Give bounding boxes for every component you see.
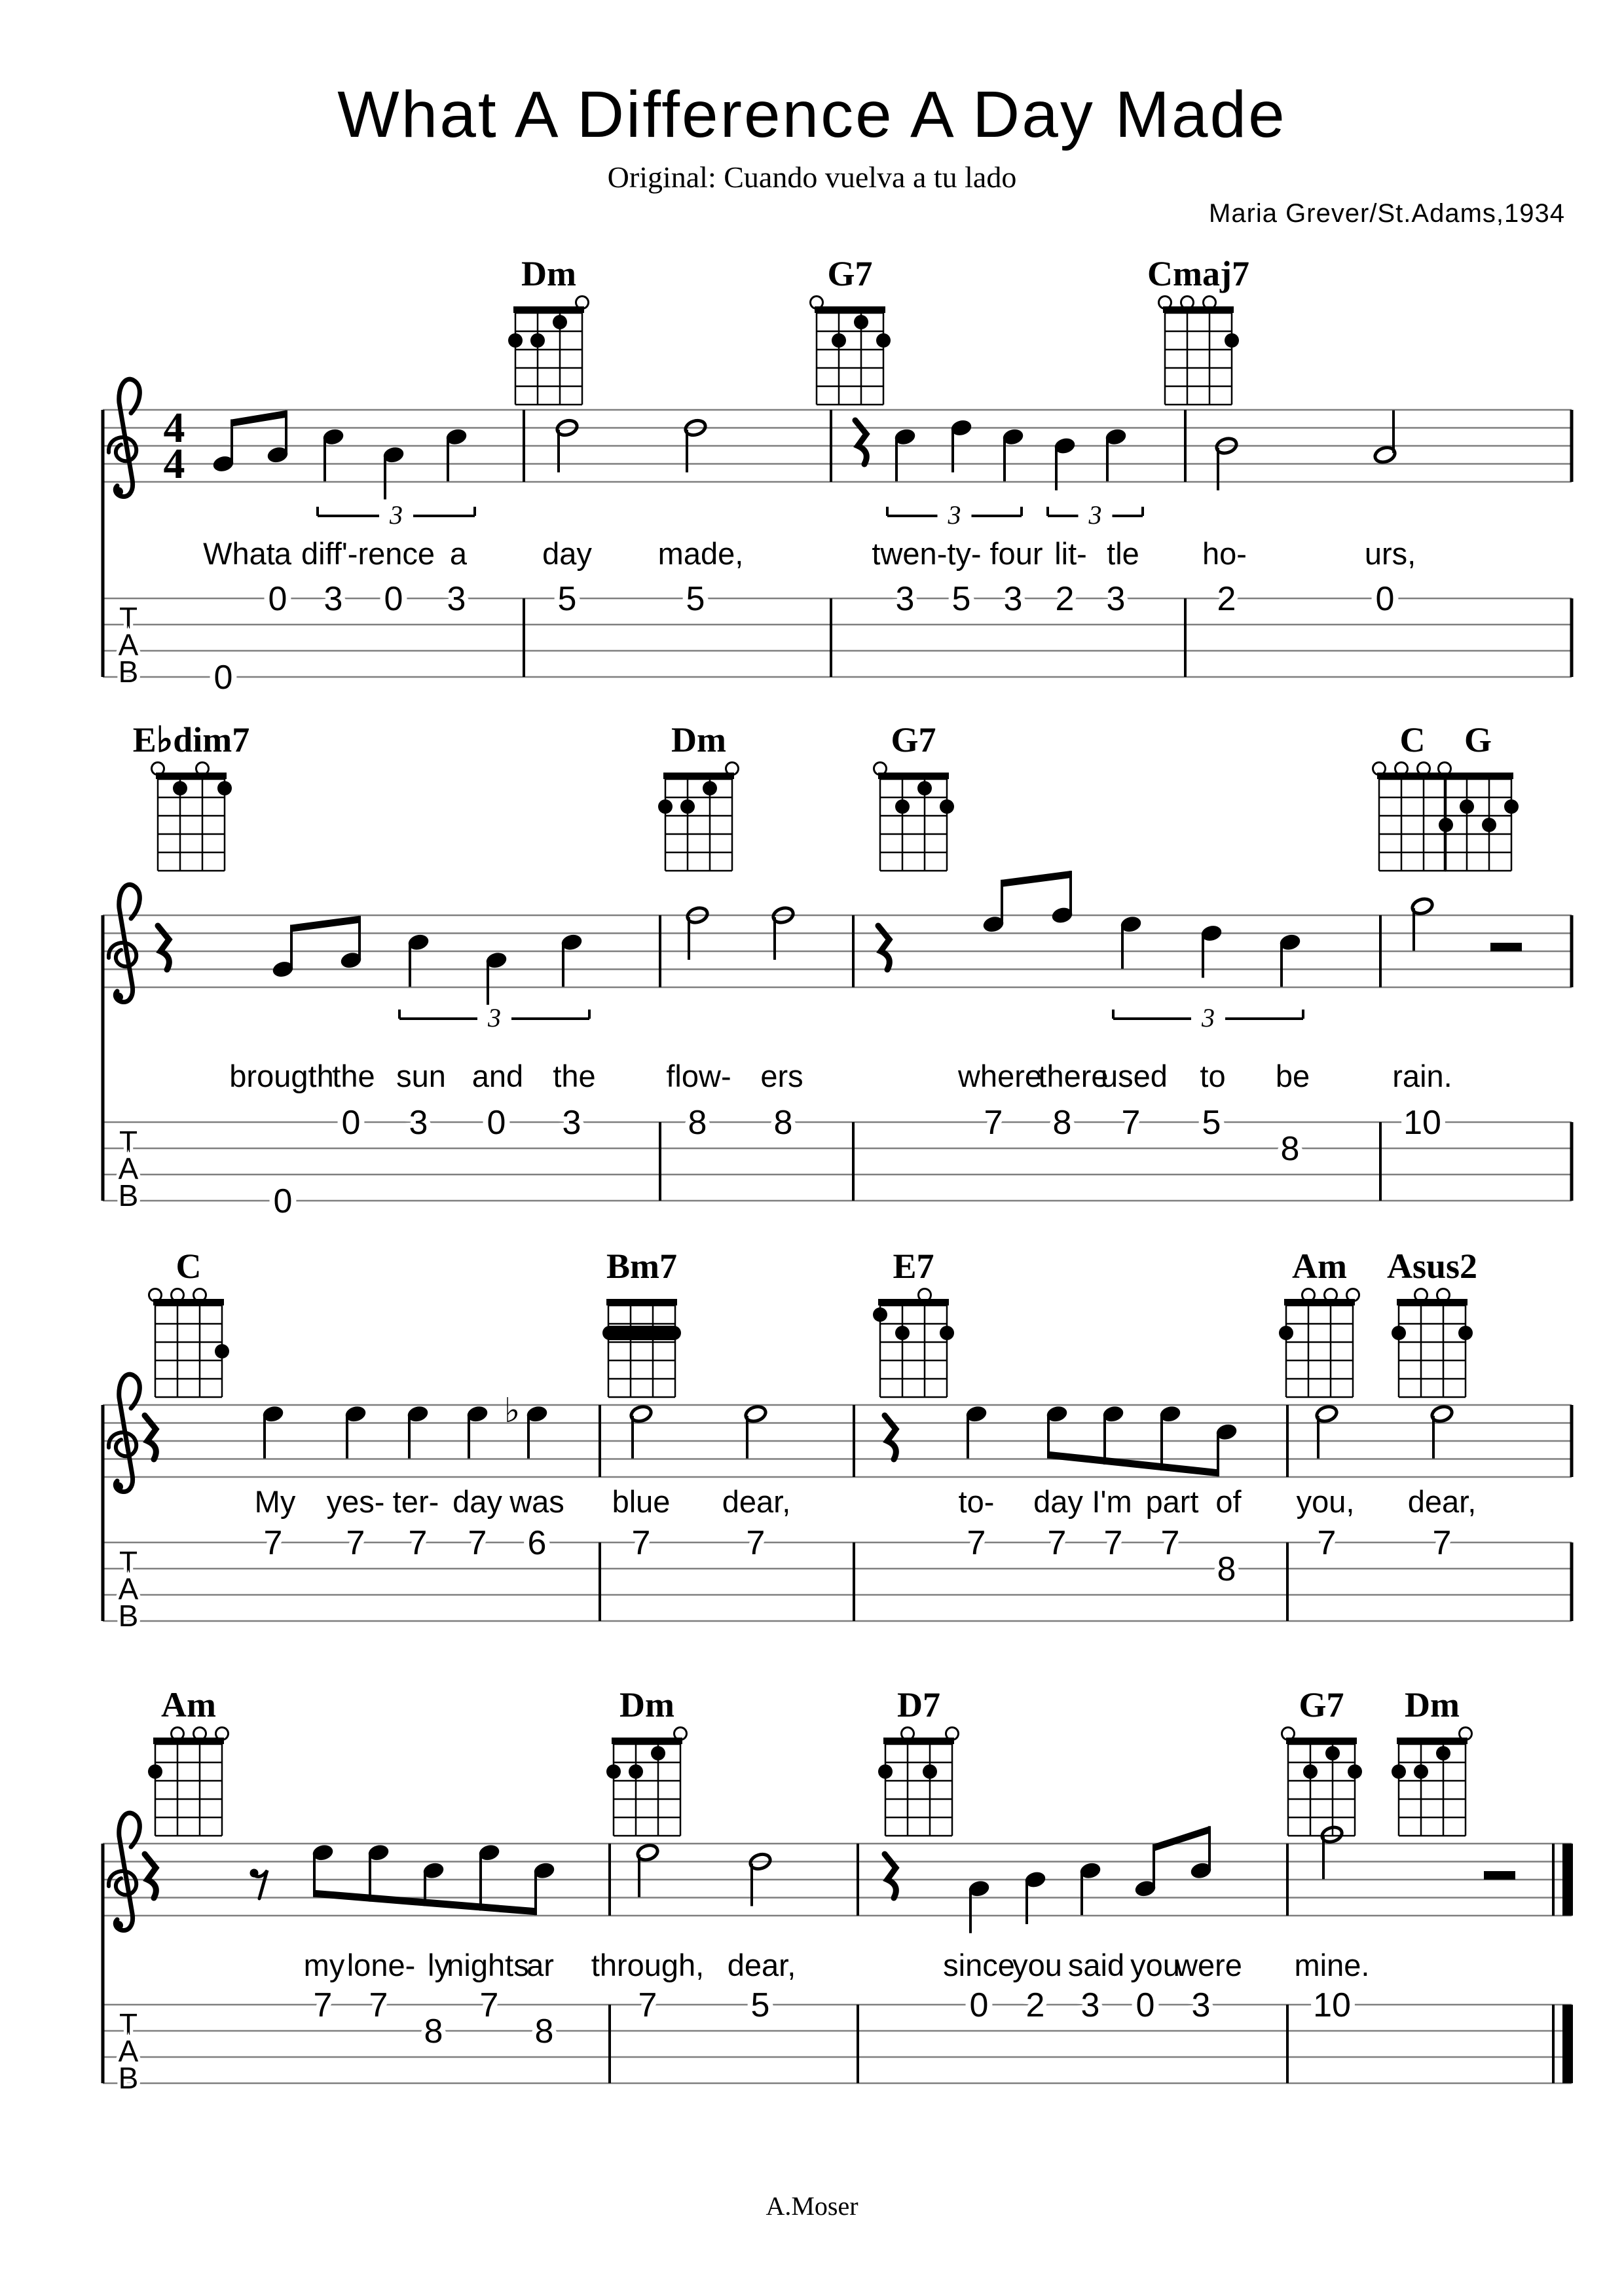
chord-block-Cmaj7 [1147, 254, 1249, 405]
subtitle: Original: Cuando vuelva a tu lado [607, 160, 1017, 194]
composer-credit: Maria Grever/St.Adams,1934 [1209, 199, 1565, 228]
lyric-syllable: the [553, 1059, 596, 1093]
lyric-syllable: ly [428, 1948, 450, 1982]
finger-dot [651, 1746, 665, 1760]
lyric-syllable: ar [526, 1948, 554, 1982]
tab-clef-letter: B [118, 655, 139, 689]
diagram-nut [513, 306, 584, 313]
lyric-syllable: yes- [326, 1484, 385, 1519]
finger-dot [878, 1764, 893, 1779]
finger-dot [553, 315, 567, 329]
lyric-syllable: through, [591, 1948, 705, 1982]
finger-dot [215, 1344, 229, 1358]
time-signature-numerator: 4 [163, 404, 185, 452]
lyric-syllable: tle [1107, 536, 1139, 571]
diagram-nut [1397, 1299, 1467, 1305]
barre-bar [602, 1326, 681, 1340]
lyric-syllable: of [1215, 1484, 1242, 1519]
chord-name: E♭dim7 [132, 720, 250, 759]
diagram-nut [606, 1299, 677, 1305]
tab-fret-number: 7 [1432, 1524, 1452, 1562]
tab-fret-number: 7 [369, 1986, 388, 2024]
tab-fret-number: 7 [1121, 1104, 1141, 1142]
chord-name: Cmaj7 [1147, 254, 1249, 293]
final-thick-barline [1562, 2005, 1573, 2083]
tab-fret-number: 0 [969, 1986, 989, 2024]
lyric-syllable: My [254, 1484, 296, 1519]
chord-block-Dm [508, 254, 589, 405]
chord-name: C [175, 1247, 202, 1286]
tab-clef-letter: B [118, 2061, 139, 2095]
chord-name: D7 [897, 1685, 940, 1724]
lyric-syllable: to- [958, 1484, 995, 1519]
chord-name: Asus2 [1386, 1247, 1478, 1286]
diagram-nut [878, 773, 949, 779]
chord-block-G7 [1282, 1685, 1363, 1836]
quarter-rest [855, 420, 866, 464]
lyric-syllable: day [542, 536, 592, 571]
diagram-nut [153, 1738, 224, 1744]
tab-clef-letter: A [118, 2034, 139, 2068]
chord-name: C [1399, 720, 1426, 759]
finger-dot [173, 781, 187, 795]
finger-dot [658, 799, 673, 814]
tab-fret-number: 3 [1106, 580, 1126, 618]
chord-name: G7 [827, 254, 873, 293]
finger-dot [940, 799, 954, 814]
tab-clef-letter: A [118, 1152, 139, 1186]
quarter-rest [145, 1854, 156, 1898]
lyric-syllable: was [509, 1484, 564, 1519]
lyric-syllable: lone- [346, 1948, 416, 1982]
finger-dot [1504, 799, 1519, 814]
diagram-nut [153, 1299, 224, 1305]
chord-block-Am [148, 1685, 229, 1836]
tab-fret-number: 0 [268, 580, 287, 618]
chord-block-Asus2 [1387, 1247, 1477, 1397]
finger-dot [1414, 1764, 1428, 1779]
lyric-syllable: used [1101, 1059, 1168, 1093]
tab-fret-number: 0 [341, 1104, 361, 1142]
chord-block-Am [1279, 1247, 1359, 1397]
chord-block-G7 [811, 254, 891, 405]
quarter-rest [885, 1854, 896, 1898]
tab-clef-letter: T [119, 2007, 138, 2041]
tab-fret-number: 8 [534, 2013, 554, 2050]
tab-fret-number: 3 [447, 580, 466, 618]
tab-fret-number: 3 [1003, 580, 1023, 618]
quarter-rest [158, 926, 169, 970]
tab-fret-number: 7 [967, 1524, 986, 1562]
finger-dot [606, 1764, 621, 1779]
tab-fret-number: 5 [557, 580, 577, 618]
tab-fret-number: 3 [562, 1104, 581, 1142]
tab-fret-number: 3 [323, 580, 343, 618]
chord-block-D7 [878, 1685, 959, 1836]
finger-dot [940, 1326, 954, 1340]
lyric-syllable: the [332, 1059, 375, 1093]
treble-clef-icon [109, 1374, 139, 1491]
triplet-number: 3 [948, 500, 961, 530]
finger-dot [1460, 799, 1474, 814]
tab-fret-number: 7 [479, 1986, 499, 2024]
tab-fret-number: 3 [409, 1104, 428, 1142]
finger-dot [148, 1764, 162, 1779]
tab-fret-number: 7 [984, 1104, 1003, 1142]
finger-dot [876, 333, 891, 348]
score-shape [114, 993, 123, 1002]
tab-clef-letter: A [118, 628, 139, 662]
chord-name: Dm [1405, 1685, 1460, 1724]
lyric-syllable: be [1275, 1059, 1310, 1093]
tab-fret-number: 8 [688, 1104, 707, 1142]
lyric-syllable: a [449, 536, 468, 571]
chord-block-Bm7 [602, 1247, 681, 1397]
lyric-syllable: ho- [1202, 536, 1247, 571]
chord-name: G [1464, 720, 1492, 759]
score-shape [109, 1871, 136, 1895]
tab-fret-number: 7 [408, 1524, 428, 1562]
diagram-nut [815, 306, 885, 313]
score-shape [109, 943, 136, 966]
lyric-syllable: made, [657, 536, 744, 571]
tab-clef-letter: T [119, 1125, 138, 1159]
diagram-nut [156, 773, 227, 779]
chord-block-Dm [658, 720, 739, 871]
half-rest [1484, 1871, 1515, 1880]
lyric-syllable: day [452, 1484, 502, 1519]
lyric-syllable: my [303, 1948, 345, 1982]
lyric-syllable: nights [447, 1948, 529, 1982]
tab-fret-number: 7 [313, 1986, 333, 2024]
quarter-rest [885, 1415, 896, 1459]
lyric-syllable: you, [1296, 1484, 1355, 1519]
score-shape [114, 487, 123, 496]
lyric-syllable: ers [760, 1059, 803, 1093]
tab-fret-number: 10 [1313, 1986, 1351, 2024]
chord-block-G7 [874, 720, 955, 871]
chord-name: G7 [891, 720, 936, 759]
treble-clef-icon [109, 379, 139, 496]
lyric-syllable: lit- [1054, 536, 1087, 571]
final-thick-barline [1562, 1844, 1573, 1916]
tab-fret-number: 7 [1047, 1524, 1067, 1562]
beam [291, 916, 360, 932]
lyric-syllable: urs, [1364, 536, 1416, 571]
treble-clef-icon [109, 884, 139, 1002]
lyric-syllable: brougth [229, 1059, 334, 1093]
diagram-nut [1286, 1738, 1357, 1744]
lyric-syllable: you [1130, 1948, 1180, 1982]
tab-fret-number: 7 [346, 1524, 365, 1562]
lyric-syllable: day [1033, 1484, 1083, 1519]
beam [232, 410, 286, 427]
page-title: What A Difference A Day Made [337, 78, 1287, 151]
finger-dot [895, 1326, 910, 1340]
tab-fret-number: 8 [1217, 1550, 1236, 1588]
tab-fret-number: 2 [1055, 580, 1075, 618]
finger-dot [1392, 1326, 1406, 1340]
lyric-syllable: you [1012, 1948, 1062, 1982]
tab-fret-number: 0 [487, 1104, 506, 1142]
tab-fret-number: 7 [631, 1524, 651, 1562]
diagram-nut [663, 773, 734, 779]
finger-dot [832, 333, 846, 348]
finger-dot [629, 1764, 643, 1779]
diagram-nut [883, 1738, 954, 1744]
chord-block-Dm [606, 1685, 687, 1836]
time-signature-denominator: 4 [163, 440, 185, 488]
finger-dot [1279, 1326, 1293, 1340]
diagram-nut [1397, 1738, 1467, 1744]
finger-dot [1436, 1746, 1450, 1760]
tab-fret-number: 3 [1080, 1986, 1100, 2024]
lyric-syllable: said [1067, 1948, 1125, 1982]
diagram-nut [612, 1738, 682, 1744]
finger-dot [508, 333, 523, 348]
triplet-number: 3 [1088, 500, 1102, 530]
finger-dot [1392, 1764, 1406, 1779]
tab-fret-number: 2 [1217, 580, 1236, 618]
chord-name: E7 [893, 1247, 934, 1286]
diagram-nut [1284, 1299, 1355, 1305]
beam [1154, 1826, 1209, 1851]
flat-accidental: ♭ [504, 1392, 521, 1430]
tab-clef-letter: B [118, 1178, 139, 1212]
lyric-syllable: ter- [392, 1484, 439, 1519]
tab-fret-number: 8 [773, 1104, 793, 1142]
eighth-rest [250, 1869, 268, 1899]
tab-fret-number: 7 [746, 1524, 766, 1562]
tab-clef-letter: T [119, 1545, 138, 1579]
lyric-syllable: dear, [722, 1484, 791, 1519]
diagram-nut [1443, 773, 1513, 779]
lyric-syllable: to [1200, 1059, 1226, 1093]
tab-fret-number: 0 [273, 1182, 293, 1220]
lyric-syllable: a [274, 536, 292, 571]
finger-dot [1348, 1764, 1362, 1779]
finger-dot [923, 1764, 937, 1779]
lyric-syllable: blue [612, 1484, 671, 1519]
chord-name: Dm [671, 720, 726, 759]
tab-fret-number: 5 [1202, 1104, 1221, 1142]
finger-dot [1439, 818, 1453, 832]
chord-name: Dm [521, 254, 576, 293]
lyric-syllable: mine. [1294, 1948, 1370, 1982]
lyric-syllable: since [943, 1948, 1015, 1982]
lyric-syllable: four [989, 536, 1043, 571]
footer-credit: A.Moser [766, 2191, 858, 2221]
tab-fret-number: 7 [1317, 1524, 1337, 1562]
chord-name: G7 [1299, 1685, 1344, 1724]
quarter-rest [878, 926, 889, 970]
tab-fret-number: 2 [1025, 1986, 1045, 2024]
chord-block-E7 [873, 1247, 954, 1397]
tab-fret-number: 5 [951, 580, 971, 618]
finger-dot [703, 781, 717, 795]
tab-fret-number: 0 [384, 580, 403, 618]
beam [1002, 871, 1071, 887]
chord-name: Bm7 [606, 1247, 677, 1286]
tab-fret-number: 10 [1403, 1104, 1441, 1142]
tab-fret-number: 3 [895, 580, 915, 618]
finger-dot [873, 1307, 887, 1322]
tab-fret-number: 7 [468, 1524, 487, 1562]
lyric-syllable: diff'-rence [301, 536, 435, 571]
lyric-syllable: I'm [1092, 1484, 1132, 1519]
tab-fret-number: 8 [1052, 1104, 1072, 1142]
system-3 [103, 1247, 1572, 1633]
tab-fret-number: 8 [424, 2013, 443, 2050]
system-4 [103, 1685, 1573, 2095]
chord-name: Am [1292, 1247, 1347, 1286]
lyric-syllable: flow- [666, 1059, 731, 1093]
system-2 [103, 720, 1572, 1220]
chord-block-C [149, 1247, 230, 1397]
tab-fret-number: 6 [527, 1524, 547, 1562]
tab-fret-number: 7 [1103, 1524, 1123, 1562]
tab-fret-number: 7 [1160, 1524, 1180, 1562]
score-shape [109, 437, 136, 461]
system-1 [103, 254, 1572, 697]
finger-dot [1458, 1326, 1473, 1340]
lyric-syllable: and [471, 1059, 524, 1093]
finger-dot [895, 799, 910, 814]
lyric-syllable: sun [396, 1059, 446, 1093]
chord-block-G [1439, 720, 1519, 871]
tab-clef-letter: A [118, 1572, 139, 1606]
score-shape [109, 1432, 136, 1456]
lyric-syllable: part [1145, 1484, 1199, 1519]
finger-dot [530, 333, 545, 348]
triplet-number: 3 [488, 1003, 501, 1032]
triplet-number: 3 [390, 500, 403, 530]
quarter-rest [145, 1415, 156, 1459]
lyric-syllable: dear, [1407, 1484, 1477, 1519]
tab-fret-number: 0 [1375, 580, 1395, 618]
tab-fret-number: 7 [263, 1524, 283, 1562]
finger-dot [680, 799, 695, 814]
score-shape [114, 1921, 123, 1930]
chord-block-C [1373, 720, 1454, 871]
chord-name: Am [161, 1685, 216, 1724]
lyric-syllable: twen-ty- [872, 536, 982, 571]
finger-dot [1303, 1764, 1318, 1779]
lyric-syllable: dear, [727, 1948, 796, 1982]
finger-dot [1225, 333, 1239, 348]
tab-fret-number: 5 [750, 1986, 770, 2024]
tab-fret-number: 0 [213, 659, 233, 697]
diagram-nut [1377, 773, 1448, 779]
score-shape [114, 1482, 123, 1491]
tab-fret-number: 0 [1135, 1986, 1155, 2024]
tab-fret-number: 7 [638, 1986, 657, 2024]
finger-dot [917, 781, 932, 795]
lyric-syllable: there [1038, 1059, 1109, 1093]
finger-dot [1325, 1746, 1340, 1760]
finger-dot [1482, 818, 1496, 832]
treble-clef-icon [109, 1813, 139, 1930]
lyric-syllable: where [957, 1059, 1043, 1093]
beam [1048, 1451, 1218, 1477]
tab-clef-letter: B [118, 1599, 139, 1633]
chord-block-E♭dim7 [133, 720, 250, 871]
lyric-syllable: rain. [1392, 1059, 1452, 1093]
diagram-nut [1163, 306, 1234, 313]
half-rest [1490, 943, 1522, 951]
chord-block-Dm [1392, 1685, 1472, 1836]
tab-clef-letter: T [119, 601, 138, 635]
tab-fret-number: 5 [686, 580, 705, 618]
lyric-syllable: What [203, 536, 275, 571]
lyric-syllable: were [1175, 1948, 1242, 1982]
triplet-number: 3 [1202, 1003, 1215, 1032]
chord-name: Dm [619, 1685, 674, 1724]
diagram-nut [878, 1299, 949, 1305]
finger-dot [854, 315, 868, 329]
tab-fret-number: 8 [1280, 1130, 1300, 1168]
tab-fret-number: 3 [1191, 1986, 1211, 2024]
finger-dot [217, 781, 232, 795]
